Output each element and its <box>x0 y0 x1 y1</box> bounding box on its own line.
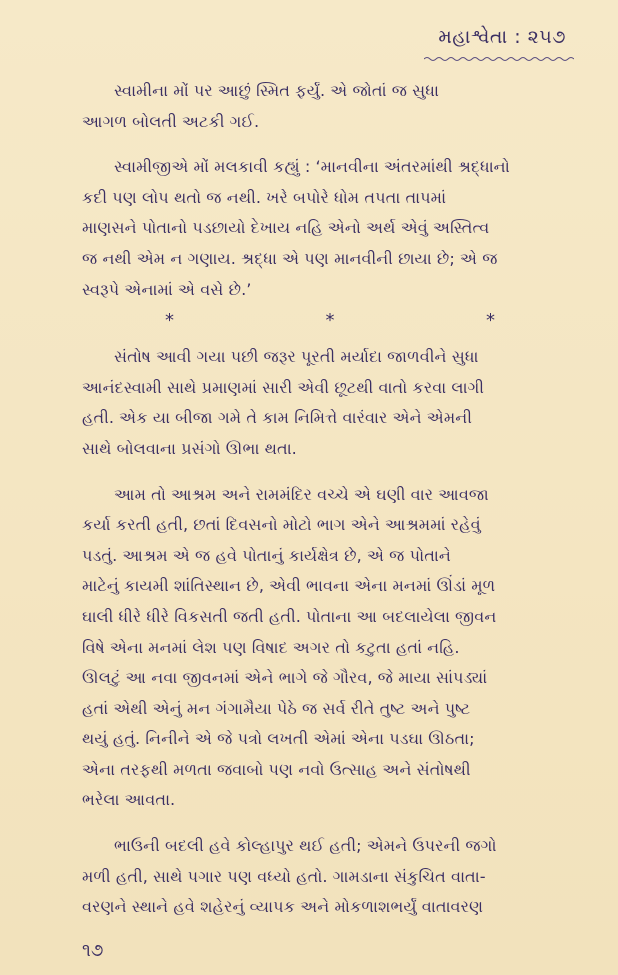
body-text <box>82 76 568 938</box>
separator-asterisk: * <box>165 310 174 332</box>
paragraph-3: સંતોષ આવી ગયા પછી જરૂર પૂરતી મર્યાદા જાળવીને સુધા આનંદસ્વામી સાથે પ્રમાણમાં સારી એવી છૂટથી વાતો કરવા લાગી હતી. એક યા બીજા ગમે તે કામ નિમિત્તે વારંવાર એને એમની સાથે બોલવાના પ્રસંગો ઊભા થતા. <box>82 347 485 458</box>
header-wavy-rule <box>424 56 574 62</box>
running-header: મહાશ્વેતા : ૨૫૭ <box>438 26 566 48</box>
page-number: ૧૭ <box>82 940 104 961</box>
paragraph-5: ભાઉની બદલી હવે કોલ્હાપુર થઈ હતી; એમને ઉપરની જગો મળી હતી, સાથે પગાર પણ વધ્યો હતો. ગામડાના સંકુચિત વાતા- વરણને સ્થાને હવે શહેરનું વ્યાપક અને મોકળાશભર્યું વાતાવરણ <box>82 836 497 917</box>
paragraph-2: સ્વામીજીએ મોં મલકાવી કહ્યું : ‘માનવીના અંતરમાંથી શ્રદ્ધાનો કદી પણ લોપ થતો જ નથી. ખરે બપોરે ધોમ તપતા તાપમાં માણસને પોતાનો પડછાયો દેખાય નહિ એનો અર્થ એવું અસ્તિત્વ જ નથી એમ ન ગણાય. શ્રદ્ધા એ પણ માનવીની છાયા છે; એ જ સ્વરૂપે એનામાં એ વસે છે.’ <box>82 157 510 299</box>
wavy-rule-graphic <box>424 56 574 62</box>
separator-asterisk: * <box>325 310 335 332</box>
paragraph-1: સ્વામીના મોં પર આછું સ્મિત ફર્યું. એ જોતાં જ સુધા આગળ બોલતી અટકી ગઈ. <box>82 81 439 131</box>
separator-asterisk: * <box>486 310 495 332</box>
paragraph-4: આમ તો આશ્રમ અને રામમંદિર વચ્ચે એ ઘણી વાર આવજા કર્યા કરતી હતી, છતાં દિવસનો મોટો ભાગ એને આશ્રમમાં રહેવું પડતું. આશ્રમ એ જ હવે પોતાનું કાર્યક્ષેત્ર છે, એ જ પોતાને માટેનું કાયમી શાંતિસ્થાન છે, એવી ભાવના એના મનમાં ઊંડાં મૂળ ઘાલી ધીરે ધીરે વિકસતી જતી હતી. પોતાના આ બદલાયેલા જીવન વિષે એના મનમાં લેશ પણ વિષાદ અગર તો કટુતા હતાં નહિ. ઊલટું આ નવા જીવનમાં એને ભાગે જે ગૌરવ, જે માયા સાંપડ્યાં હતાં એથી એનું મન ગંગામૈયા પેઠે જ સર્વ રીતે તુષ્ટ અને પુષ્ટ થયું હતું. નિનીને એ જે પત્રો લખતી એમાં એના પડઘા ઊઠતા; એના તરફથી મળતા જવાબો પણ નવો ઉત્સાહ અને સંતોષથી ભરેલા આવતા. <box>82 484 497 810</box>
section-separator <box>155 308 495 334</box>
